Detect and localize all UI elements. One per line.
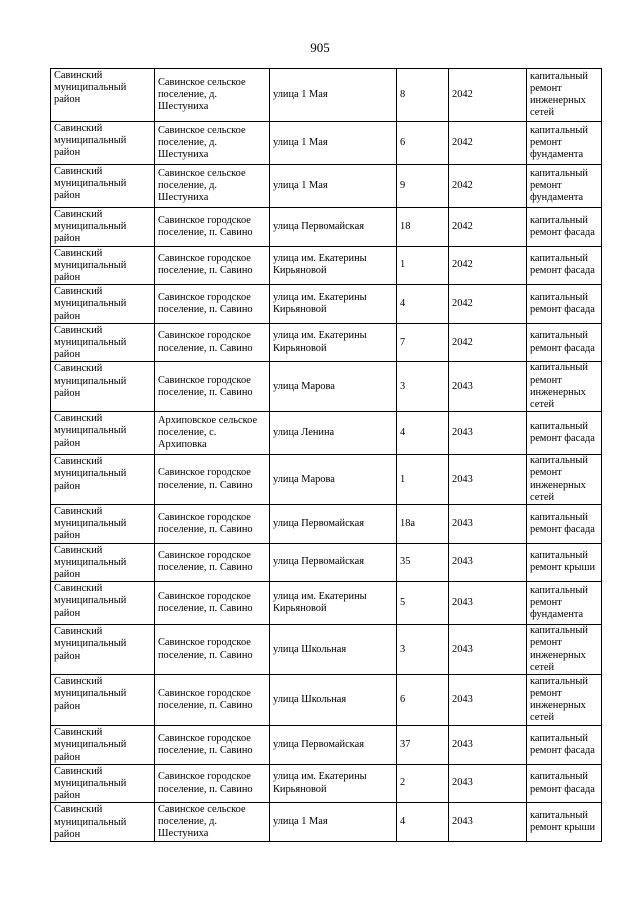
street-cell: улица Школьная: [270, 675, 397, 726]
house-number-cell: 9: [397, 165, 449, 208]
street-cell: улица им. Екатерины Кирьяновой: [270, 764, 397, 803]
table-row: [51, 208, 602, 247]
street-cell: улица Первомайская: [270, 208, 397, 247]
year-cell: 2043: [449, 362, 527, 412]
district-cell: Савинский муниципальный район: [51, 165, 155, 208]
house-number-cell: 8: [397, 69, 449, 122]
district-cell: Савинский муниципальный район: [51, 505, 155, 544]
district-cell: Савинский муниципальный район: [51, 208, 155, 247]
work-type-cell: капитальный ремонт фасада: [527, 726, 602, 765]
settlement-cell: Савинское сельское поселение, д. Шестуниха: [155, 165, 270, 208]
settlement-cell: Савинское сельское поселение, д. Шестуниха: [155, 803, 270, 842]
table-row: [51, 505, 602, 544]
settlement-cell: Савинское городское поселение, п. Савино: [155, 323, 270, 362]
house-number-cell: 3: [397, 625, 449, 675]
year-cell: 2043: [449, 803, 527, 842]
work-type-cell: капитальный ремонт крыши: [527, 803, 602, 842]
settlement-cell: Савинское городское поселение, п. Савино: [155, 455, 270, 505]
house-number-cell: 7: [397, 323, 449, 362]
house-number-cell: 35: [397, 543, 449, 582]
house-number-cell: 37: [397, 726, 449, 765]
year-cell: 2043: [449, 764, 527, 803]
work-type-cell: капитальный ремонт инженерных сетей: [527, 625, 602, 675]
house-number-cell: 6: [397, 675, 449, 726]
year-cell: 2042: [449, 323, 527, 362]
settlement-cell: Савинское городское поселение, п. Савино: [155, 582, 270, 625]
settlement-cell: Савинское городское поселение, п. Савино: [155, 362, 270, 412]
table-row: [51, 675, 602, 726]
street-cell: улица Марова: [270, 455, 397, 505]
settlement-cell: Савинское городское поселение, п. Савино: [155, 285, 270, 324]
work-type-cell: капитальный ремонт фасада: [527, 412, 602, 455]
settlement-cell: Савинское городское поселение, п. Савино: [155, 675, 270, 726]
work-type-cell: капитальный ремонт инженерных сетей: [527, 69, 602, 122]
year-cell: 2043: [449, 582, 527, 625]
work-type-cell: капитальный ремонт фундамента: [527, 165, 602, 208]
year-cell: 2042: [449, 246, 527, 285]
settlement-cell: Архиповское сельское поселение, с. Архиповка: [155, 412, 270, 455]
table-row: [51, 726, 602, 765]
settlement-cell: Савинское сельское поселение, д. Шестуниха: [155, 69, 270, 122]
repair-schedule-table: [50, 68, 602, 842]
district-cell: Савинский муниципальный район: [51, 362, 155, 412]
table-row: [51, 246, 602, 285]
house-number-cell: 18: [397, 208, 449, 247]
house-number-cell: 18а: [397, 505, 449, 544]
table-row: [51, 455, 602, 505]
settlement-cell: Савинское городское поселение, п. Савино: [155, 543, 270, 582]
year-cell: 2042: [449, 285, 527, 324]
year-cell: 2043: [449, 675, 527, 726]
work-type-cell: капитальный ремонт фундамента: [527, 582, 602, 625]
district-cell: Савинский муниципальный район: [51, 285, 155, 324]
table-row: [51, 582, 602, 625]
street-cell: улица Первомайская: [270, 543, 397, 582]
house-number-cell: 2: [397, 764, 449, 803]
work-type-cell: капитальный ремонт инженерных сетей: [527, 675, 602, 726]
page-number: 905: [310, 40, 330, 55]
settlement-cell: Савинское городское поселение, п. Савино: [155, 246, 270, 285]
house-number-cell: 4: [397, 412, 449, 455]
table-row: [51, 803, 602, 842]
year-cell: 2043: [449, 412, 527, 455]
street-cell: улица 1 Мая: [270, 122, 397, 165]
work-type-cell: капитальный ремонт фундамента: [527, 122, 602, 165]
work-type-cell: капитальный ремонт фасада: [527, 764, 602, 803]
district-cell: Савинский муниципальный район: [51, 726, 155, 765]
table-row: [51, 323, 602, 362]
year-cell: 2043: [449, 455, 527, 505]
district-cell: Савинский муниципальный район: [51, 246, 155, 285]
year-cell: 2043: [449, 505, 527, 544]
table-row: [51, 165, 602, 208]
district-cell: Савинский муниципальный район: [51, 764, 155, 803]
year-cell: 2043: [449, 543, 527, 582]
year-cell: 2042: [449, 208, 527, 247]
street-cell: улица 1 Мая: [270, 69, 397, 122]
street-cell: улица Ленина: [270, 412, 397, 455]
street-cell: улица Школьная: [270, 625, 397, 675]
work-type-cell: капитальный ремонт фасада: [527, 208, 602, 247]
work-type-cell: капитальный ремонт крыши: [527, 543, 602, 582]
table-row: [51, 362, 602, 412]
district-cell: Савинский муниципальный район: [51, 122, 155, 165]
street-cell: улица им. Екатерины Кирьяновой: [270, 246, 397, 285]
table-row: [51, 543, 602, 582]
street-cell: улица им. Екатерины Кирьяновой: [270, 323, 397, 362]
street-cell: улица 1 Мая: [270, 165, 397, 208]
settlement-cell: Савинское сельское поселение, д. Шестуниха: [155, 122, 270, 165]
table-row: [51, 69, 602, 122]
district-cell: Савинский муниципальный район: [51, 543, 155, 582]
settlement-cell: Савинское городское поселение, п. Савино: [155, 625, 270, 675]
district-cell: Савинский муниципальный район: [51, 675, 155, 726]
street-cell: улица им. Екатерины Кирьяновой: [270, 285, 397, 324]
house-number-cell: 1: [397, 246, 449, 285]
district-cell: Савинский муниципальный район: [51, 455, 155, 505]
work-type-cell: капитальный ремонт фасада: [527, 285, 602, 324]
district-cell: Савинский муниципальный район: [51, 803, 155, 842]
work-type-cell: капитальный ремонт фасада: [527, 246, 602, 285]
work-type-cell: капитальный ремонт фасада: [527, 505, 602, 544]
street-cell: улица 1 Мая: [270, 803, 397, 842]
work-type-cell: капитальный ремонт фасада: [527, 323, 602, 362]
district-cell: Савинский муниципальный район: [51, 412, 155, 455]
settlement-cell: Савинское городское поселение, п. Савино: [155, 505, 270, 544]
work-type-cell: капитальный ремонт инженерных сетей: [527, 455, 602, 505]
settlement-cell: Савинское городское поселение, п. Савино: [155, 208, 270, 247]
district-cell: Савинский муниципальный район: [51, 582, 155, 625]
house-number-cell: 6: [397, 122, 449, 165]
settlement-cell: Савинское городское поселение, п. Савино: [155, 726, 270, 765]
table-row: [51, 625, 602, 675]
table-row: [51, 764, 602, 803]
house-number-cell: 1: [397, 455, 449, 505]
year-cell: 2042: [449, 69, 527, 122]
year-cell: 2043: [449, 625, 527, 675]
street-cell: улица Первомайская: [270, 726, 397, 765]
year-cell: 2043: [449, 726, 527, 765]
table-row: [51, 122, 602, 165]
street-cell: улица им. Екатерины Кирьяновой: [270, 582, 397, 625]
year-cell: 2042: [449, 165, 527, 208]
year-cell: 2042: [449, 122, 527, 165]
district-cell: Савинский муниципальный район: [51, 323, 155, 362]
district-cell: Савинский муниципальный район: [51, 625, 155, 675]
house-number-cell: 3: [397, 362, 449, 412]
house-number-cell: 5: [397, 582, 449, 625]
house-number-cell: 4: [397, 285, 449, 324]
house-number-cell: 4: [397, 803, 449, 842]
settlement-cell: Савинское городское поселение, п. Савино: [155, 764, 270, 803]
table-row: [51, 412, 602, 455]
table-row: [51, 285, 602, 324]
street-cell: улица Первомайская: [270, 505, 397, 544]
work-type-cell: капитальный ремонт инженерных сетей: [527, 362, 602, 412]
street-cell: улица Марова: [270, 362, 397, 412]
district-cell: Савинский муниципальный район: [51, 69, 155, 122]
